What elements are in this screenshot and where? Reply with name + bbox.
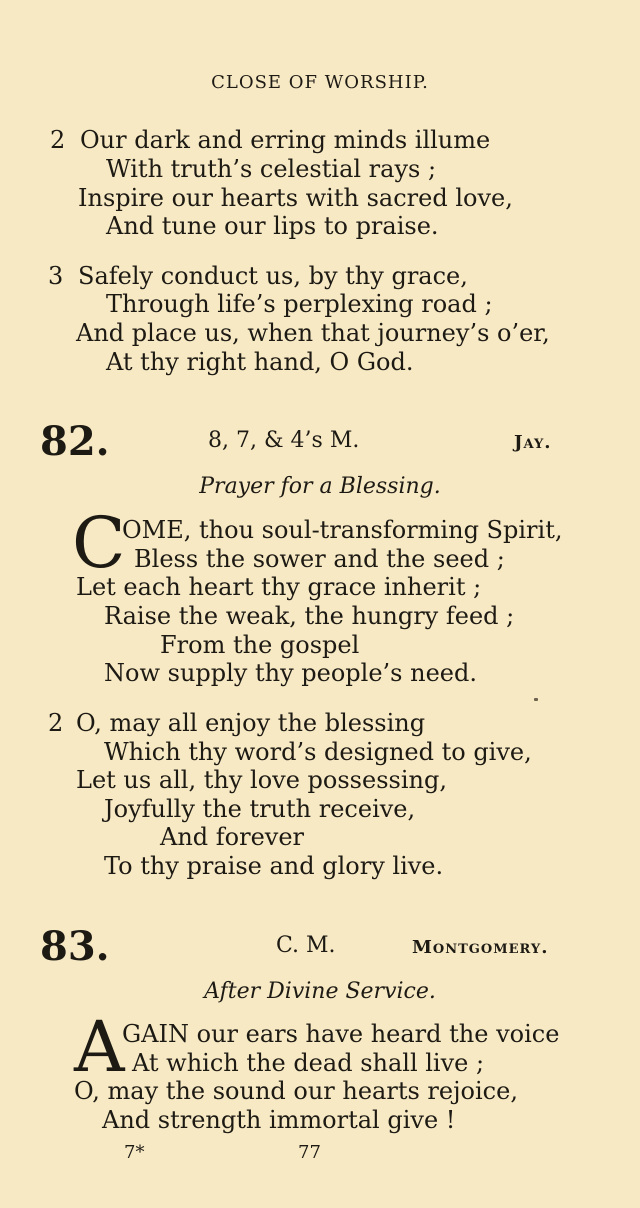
drop-cap: C [72, 502, 126, 584]
verse-line: To thy praise and glory live. [104, 852, 444, 880]
verse-line: Joyfully the truth receive, [104, 795, 416, 823]
verse-line: At which the dead shall live ; [132, 1049, 485, 1077]
verse-line: From the gospel [160, 631, 360, 659]
running-header: CLOSE OF WORSHIP. [211, 72, 429, 93]
hymn-meter: C. M. [276, 933, 336, 958]
verse-line: With truth’s celestial rays ; [106, 155, 437, 183]
hymn-title: Prayer for a Blessing. [199, 474, 441, 499]
verse-line: Through life’s perplexing road ; [106, 290, 493, 318]
verse-line: Inspire our hearts with sacred love, [78, 184, 513, 212]
tune-name: Montgomery. [412, 937, 549, 958]
verse-line: At thy right hand, O God. [106, 348, 414, 376]
verse-line: OME, thou soul-transforming Spirit, [122, 516, 563, 544]
verse-line: Let each heart thy grace inherit ; [76, 573, 482, 601]
stanza-number: 3 [48, 262, 64, 290]
verse-line: Let us all, thy love possessing, [76, 766, 447, 794]
verse-line: Safely conduct us, by thy grace, [78, 262, 468, 290]
stanza-number: 2 [48, 709, 64, 737]
hymn-number: 82. [40, 418, 110, 465]
print-speck [534, 698, 538, 701]
drop-cap: A [74, 1006, 125, 1088]
verse-line: GAIN our ears have heard the voice [122, 1020, 560, 1048]
verse-line: O, may the sound our hearts rejoice, [74, 1077, 518, 1105]
page-number: 77 [298, 1142, 321, 1163]
verse-line: And strength immortal give ! [102, 1106, 456, 1134]
verse-line: Raise the weak, the hungry feed ; [104, 602, 515, 630]
signature-mark: 7* [124, 1142, 145, 1163]
hymn-meter: 8, 7, & 4’s M. [208, 428, 360, 453]
verse-line: And forever [160, 823, 305, 851]
verse-line: O, may all enjoy the blessing [76, 709, 426, 737]
stanza-number: 2 [50, 126, 66, 154]
hymn-title: After Divine Service. [204, 979, 436, 1004]
tune-name: Jay. [514, 432, 552, 453]
verse-line: Which thy word’s designed to give, [104, 738, 532, 766]
verse-line: And tune our lips to praise. [106, 212, 439, 240]
verse-line: And place us, when that journey’s o’er, [76, 319, 550, 347]
verse-line: Our dark and erring minds illume [80, 126, 491, 154]
verse-line: Bless the sower and the seed ; [134, 545, 505, 573]
hymn-number: 83. [40, 923, 110, 970]
verse-line: Now supply thy people’s need. [104, 659, 477, 687]
